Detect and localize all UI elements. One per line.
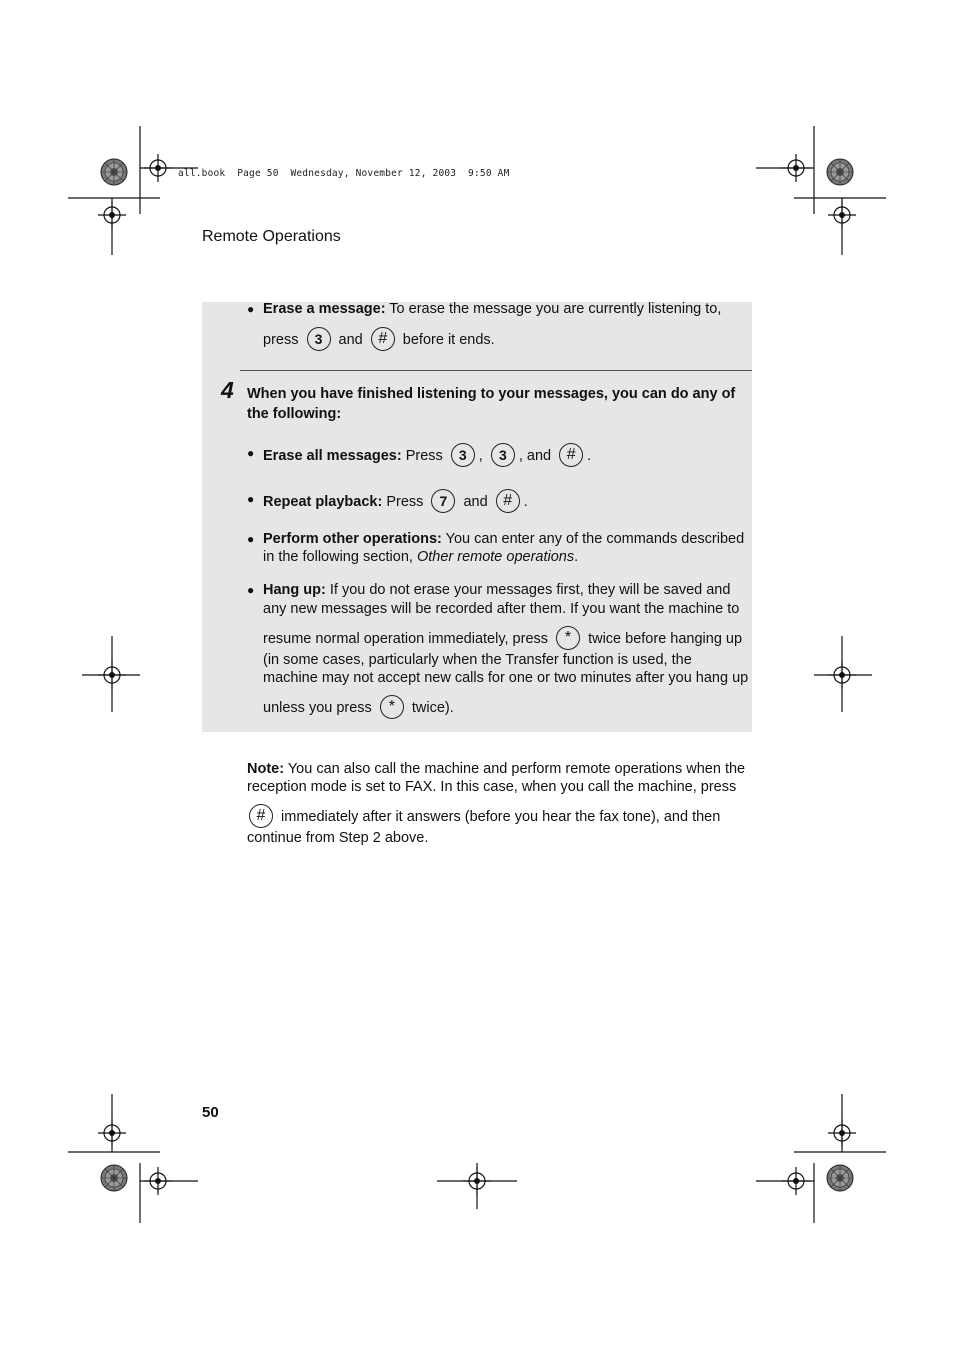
hangup-line4: (in some cases, particularly when the Transfer function is used, the (263, 652, 692, 668)
key-star-icon: * (380, 695, 404, 719)
hangup-text: twice before hanging up (588, 630, 743, 647)
key-3-icon: 3 (491, 443, 515, 467)
repeat-playback-line (263, 490, 528, 514)
bullet-dot: ● (247, 532, 255, 546)
key-hash-icon: # (371, 327, 395, 351)
hangup-text: resume normal operation immediately, press (263, 630, 549, 647)
note-line2: reception mode is set to FAX. In this case, when you call the machine, press (247, 779, 737, 795)
key-star-icon: * (556, 626, 580, 650)
key-hash-icon: # (496, 489, 520, 513)
bullet-dot: ● (247, 446, 255, 460)
note-text: immediately after it answers (before you hear the fax tone), and then (281, 808, 721, 825)
period: . (574, 549, 579, 565)
hangup-text: twice). (411, 699, 454, 716)
step4-heading-line2: the following: (247, 406, 342, 422)
note-label: Note: (247, 761, 285, 777)
other-ops-link: Other remote operations (416, 549, 575, 565)
hangup-text: If you do not erase your messages first, they will be saved and (325, 582, 731, 598)
bullet-dot: ● (247, 583, 255, 597)
erase-all-line (263, 444, 591, 468)
and-text: and (463, 493, 488, 510)
other-ops-label: Perform other operations: (263, 531, 442, 547)
erase-all-label: Erase all messages: (263, 447, 402, 464)
other-ops-text: You can enter any of the commands described (441, 531, 745, 547)
bullet-dot: ● (247, 302, 255, 316)
step4-heading-line1: When you have finished listening to your messages, you can do any of (247, 386, 736, 402)
erase-message-label: Erase a message: (263, 301, 386, 317)
page-number: 50 (202, 1104, 219, 1121)
comma: , (478, 447, 483, 464)
other-ops-text: in the following section, (263, 549, 417, 565)
divider (240, 370, 752, 371)
note-line3 (245, 805, 720, 829)
step-number: 4 (221, 377, 234, 403)
bullet-dot: ● (247, 492, 255, 506)
other-ops-line1 (263, 530, 744, 548)
key-7-icon: 7 (431, 489, 455, 513)
key-hash-icon: # (249, 804, 273, 828)
hangup-label: Hang up: (263, 582, 326, 598)
tail-text: before it ends. (402, 331, 495, 348)
erase-message-line1 (263, 300, 721, 318)
key-3-icon: 3 (451, 443, 475, 467)
hangup-line6 (263, 696, 454, 720)
note-line1 (247, 760, 745, 778)
other-ops-line2 (263, 548, 578, 566)
hangup-line1 (263, 581, 730, 599)
erase-message-line2 (263, 328, 495, 352)
and-text: , and (518, 447, 552, 464)
repeat-label: Repeat playback: (263, 493, 383, 510)
key-hash-icon: # (559, 443, 583, 467)
note-line4: continue from Step 2 above. (247, 830, 429, 846)
hangup-text: unless you press (263, 699, 372, 716)
press-text: Press (386, 493, 424, 510)
hangup-line5: machine may not accept new calls for one or two minutes after you hang up (263, 670, 749, 686)
and-text: and (338, 331, 363, 348)
hangup-line3 (263, 627, 742, 651)
period: . (587, 447, 592, 464)
erase-message-text: To erase the message you are currently listening to, (385, 301, 722, 317)
key-3-icon: 3 (307, 327, 331, 351)
press-text: press (263, 331, 299, 348)
press-text: Press (405, 447, 443, 464)
print-info: all.book Page 50 Wednesday, November 12, 2003 9:50 AM (178, 168, 510, 179)
period: . (523, 493, 528, 510)
section-title: Remote Operations (202, 228, 341, 245)
hangup-line2: any new messages will be recorded after them. If you want the machine to (263, 601, 740, 617)
note-text: You can also call the machine and perform remote operations when the (284, 761, 746, 777)
